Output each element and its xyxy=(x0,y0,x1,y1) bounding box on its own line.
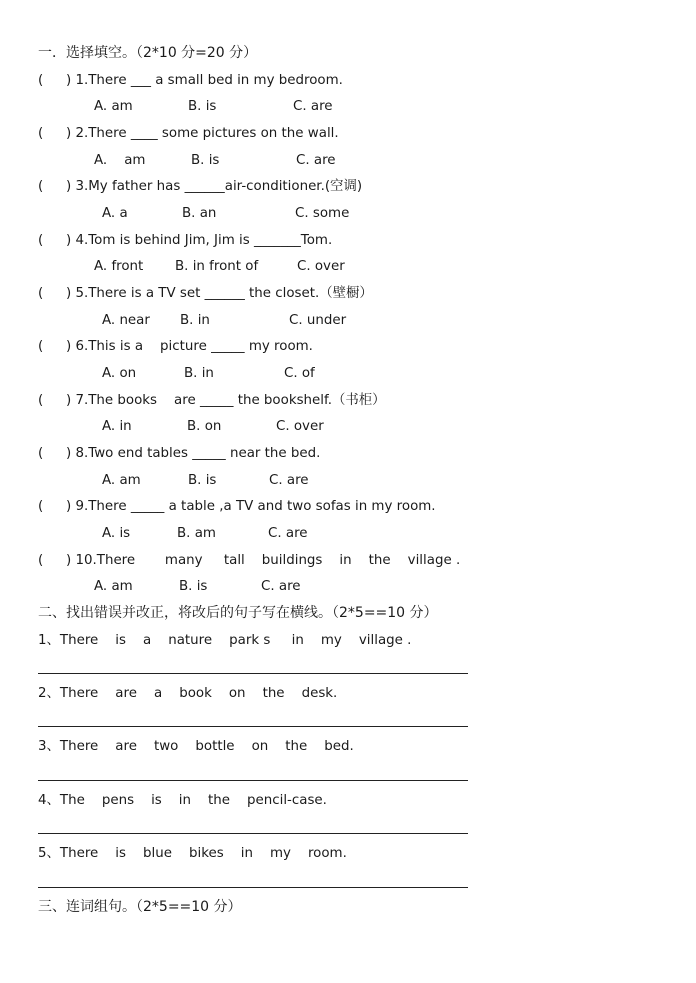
question-10-option-b: B. is xyxy=(179,579,208,594)
section3-heading: 三、连词组句。（2*5==10 分） xyxy=(38,899,242,915)
answer-paren-open: ( xyxy=(38,73,44,88)
question-5-option-b: B. in xyxy=(180,313,210,328)
answer-paren-open: ( xyxy=(38,446,44,461)
question-4-option-c: C. over xyxy=(297,259,345,274)
question-7-stem: ) 7.The books are _____ the bookshelf.（书柜） xyxy=(66,393,386,408)
section1-heading: 一．选择填空。（2*10 分=20 分） xyxy=(38,45,258,61)
question-10-option-c: C. are xyxy=(261,579,301,594)
question-2-option-a: A. am xyxy=(94,153,146,168)
question-8-option-b: B. is xyxy=(188,473,217,488)
question-10-option-a: A. am xyxy=(94,579,133,594)
question-7-option-a: A. in xyxy=(102,419,132,434)
question-2-stem: ) 2.There ____ some pictures on the wall. xyxy=(66,126,339,141)
question-9-option-b: B. am xyxy=(177,526,216,541)
question-10-stem: ) 10.There many tall buildings in the village . xyxy=(66,553,461,568)
question-9-option-c: C. are xyxy=(268,526,308,541)
answer-paren-open: ( xyxy=(38,553,44,568)
question-1-option-c: C. are xyxy=(293,99,333,114)
answer-line-4[interactable] xyxy=(38,833,468,834)
answer-paren-open: ( xyxy=(38,393,44,408)
question-3-option-a: A. a xyxy=(102,206,128,221)
question-4-option-a: A. front xyxy=(94,259,144,274)
question-2-option-c: C. are xyxy=(296,153,336,168)
answer-line-3[interactable] xyxy=(38,780,468,781)
question-9-stem: ) 9.There _____ a table ,a TV and two sofas in my room. xyxy=(66,499,436,514)
question-5-stem: ) 5.There is a TV set ______ the closet.（壁橱） xyxy=(66,286,373,301)
answer-paren-open: ( xyxy=(38,499,44,514)
question-3-option-b: B. an xyxy=(182,206,217,221)
answer-paren-open: ( xyxy=(38,286,44,301)
answer-line-1[interactable] xyxy=(38,673,468,674)
question-6-option-a: A. on xyxy=(102,366,137,381)
question-1-option-b: B. is xyxy=(188,99,217,114)
question-9-option-a: A. is xyxy=(102,526,131,541)
answer-paren-open: ( xyxy=(38,339,44,354)
question-2-option-b: B. is xyxy=(191,153,220,168)
question-1-stem: ) 1.There ___ a small bed in my bedroom. xyxy=(66,73,343,88)
question-5-option-c: C. under xyxy=(289,313,347,328)
question-7-option-b: B. on xyxy=(187,419,222,434)
answer-line-5[interactable] xyxy=(38,887,468,888)
question-8-stem: ) 8.Two end tables _____ near the bed. xyxy=(66,446,321,461)
error-sentence-5: 5、There is blue bikes in my room. xyxy=(38,846,347,861)
question-8-option-a: A. am xyxy=(102,473,141,488)
question-7-option-c: C. over xyxy=(276,419,324,434)
section2-heading: 二、找出错误并改正，将改后的句子写在横线。（2*5==10 分） xyxy=(38,605,438,621)
question-6-stem: ) 6.This is a picture _____ my room. xyxy=(66,339,313,354)
answer-paren-open: ( xyxy=(38,126,44,141)
question-4-option-b: B. in front of xyxy=(175,259,259,274)
question-8-option-c: C. are xyxy=(269,473,309,488)
question-4-stem: ) 4.Tom is behind Jim, Jim is _______Tom. xyxy=(66,233,333,248)
error-sentence-4: 4、The pens is in the pencil-case. xyxy=(38,793,327,808)
error-sentence-3: 3、There are two bottle on the bed. xyxy=(38,739,354,754)
question-5-option-a: A. near xyxy=(102,313,150,328)
question-6-option-b: B. in xyxy=(184,366,214,381)
error-sentence-1: 1、There is a nature park s in my village . xyxy=(38,633,412,648)
error-sentence-2: 2、There are a book on the desk. xyxy=(38,686,338,701)
question-3-stem: ) 3.My father has ______air-conditioner.(空调) xyxy=(66,179,363,194)
question-6-option-c: C. of xyxy=(284,366,315,381)
question-3-option-c: C. some xyxy=(295,206,350,221)
question-1-option-a: A. am xyxy=(94,99,133,114)
answer-paren-open: ( xyxy=(38,233,44,248)
answer-paren-open: ( xyxy=(38,179,44,194)
answer-line-2[interactable] xyxy=(38,726,468,727)
